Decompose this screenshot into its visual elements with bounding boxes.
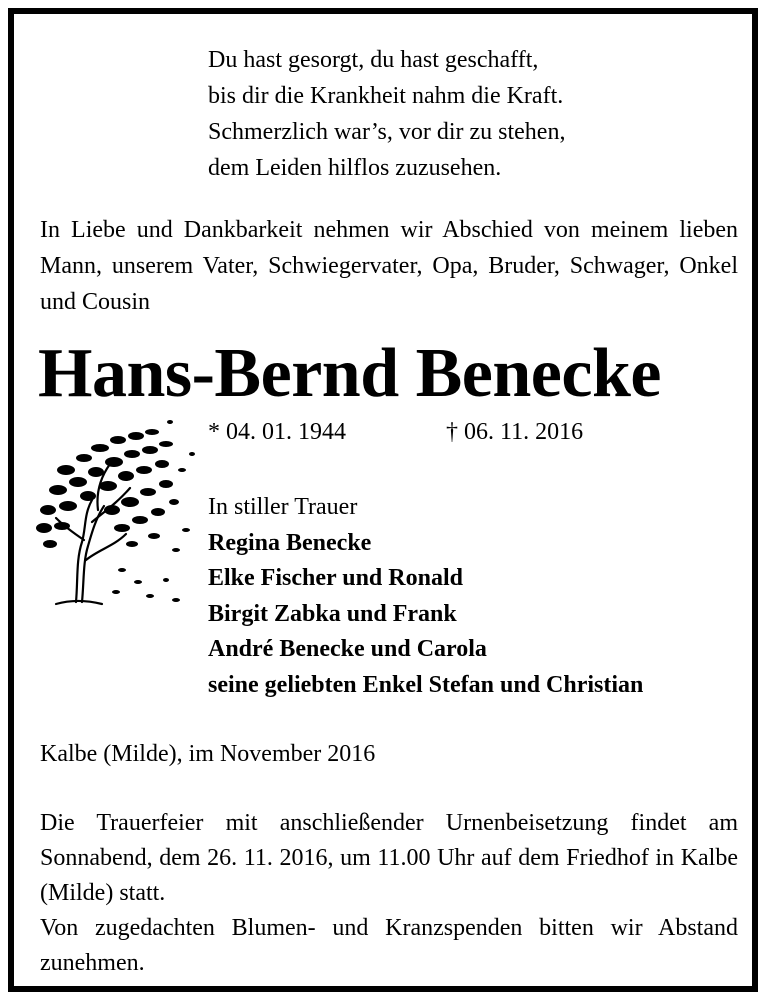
deceased-name: Hans-Bernd Benecke <box>38 335 661 412</box>
mourner-name: André Benecke und Carola <box>208 636 487 662</box>
mourner-name: seine geliebten Enkel Stefan und Christian <box>208 671 644 698</box>
birth-date: * 04. 01. 1944 <box>208 419 346 445</box>
place-and-date: Kalbe (Milde), im November 2016 <box>40 741 376 767</box>
mourner-name: Birgit Zabka und Frank <box>208 600 457 627</box>
mourner-name: Elke Fischer und Ronald <box>208 565 463 591</box>
poem-line: bis dir die Krankheit nahm die Kraft. <box>208 83 564 109</box>
death-date: † 06. 11. 2016 <box>446 419 584 445</box>
mourners-heading: In stiller Trauer <box>208 494 358 520</box>
poem-line: dem Leiden hilflos zuzusehen. <box>208 155 502 181</box>
poem-line: Schmerzlich war’s, vor dir zu stehen, <box>208 119 566 145</box>
obituary-notice <box>8 8 758 992</box>
funeral-information <box>40 806 738 981</box>
poem-line: Du hast gesorgt, du hast geschafft, <box>208 47 539 73</box>
memorial-poem <box>208 42 565 186</box>
mourner-name: Regina Benecke <box>208 529 372 556</box>
tree-icon <box>26 410 196 610</box>
funeral-details: Die Trauerfeier mit anschließender Urnenbeisetzung findet am Sonnabend, dem 26. 11. 2016, um 11.00 Uhr auf dem Friedhof in Kalbe (Milde) statt. <box>40 810 738 906</box>
donation-request: Von zugedachten Blumen- und Kranzspenden bitten wir Abstand zunehmen. <box>40 915 738 976</box>
mourners-list <box>208 490 643 703</box>
farewell-text: In Liebe und Dankbarkeit nehmen wir Abschied von meinem lieben Mann, unserem Vater, Schwiegervater, Opa, Bruder, Schwager, Onkel und Cousin <box>40 217 738 315</box>
